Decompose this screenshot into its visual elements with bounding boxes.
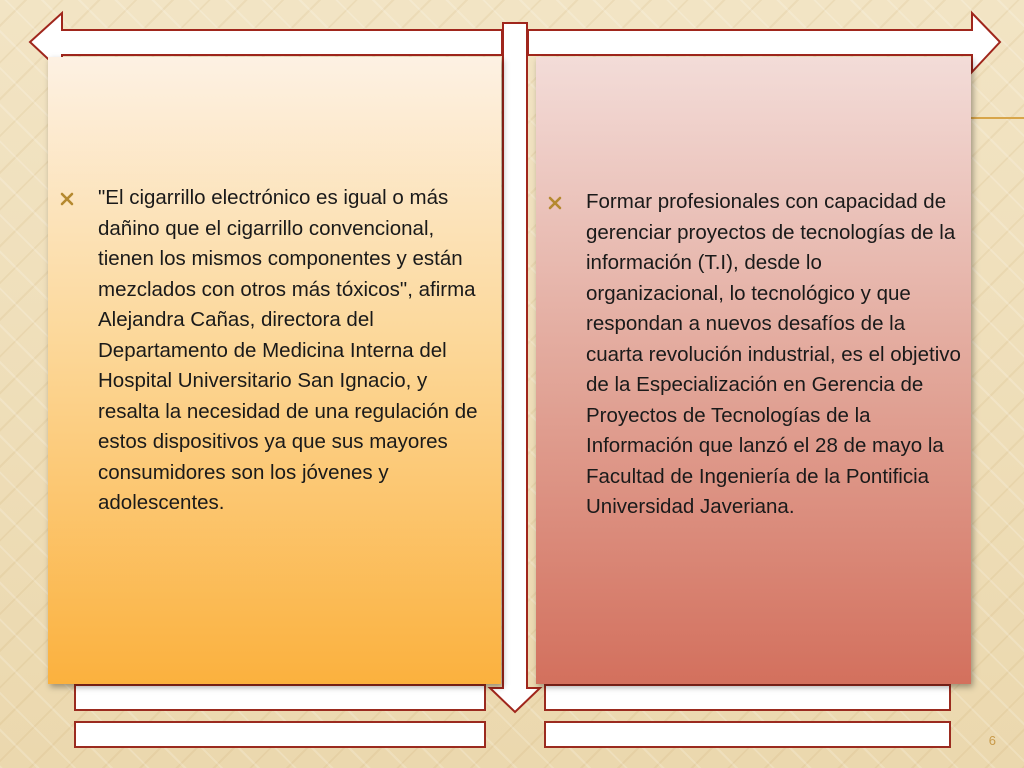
left-bullet-item [60,183,492,519]
x-mark-icon [548,196,574,210]
right-panel [536,57,971,684]
x-mark-icon [60,192,86,206]
left-bullet-text: "El cigarrillo electrónico es igual o más dañino que el cigarrillo convencional, tienen los mismos componentes y están mezclados con otros más tóxicos", afirma Alejandra Cañas, directora del Departamento de Medicina Interna del Hospital Universitario San Ignacio, y resalta la necesidad de una regulación de estos dispositivos ya que sus mayores consumidores son los jóvenes y adolescentes. [98,186,478,514]
right-bullet-text: Formar profesionales con capacidad de gerenciar proyectos de tecnologías de la información (T.I), desde lo organizacional, lo tecnológico y que respondan a nuevos desafíos de la cuarta revolución industrial, es el objetivo de la Especialización en Gerencia de Proyectos de Tecnologías de la Información que lanzó el 28 de mayo la Facultad de Ingeniería de la Pontificia Universidad Javeriana. [586,190,961,518]
left-panel [48,57,501,684]
bottom-box-left-1 [75,685,485,710]
bottom-box-right-1 [545,685,950,710]
bottom-box-left-2 [75,722,485,747]
right-bullet-item [548,187,963,523]
bottom-box-right-2 [545,722,950,747]
slide-number: 6 [988,733,996,748]
